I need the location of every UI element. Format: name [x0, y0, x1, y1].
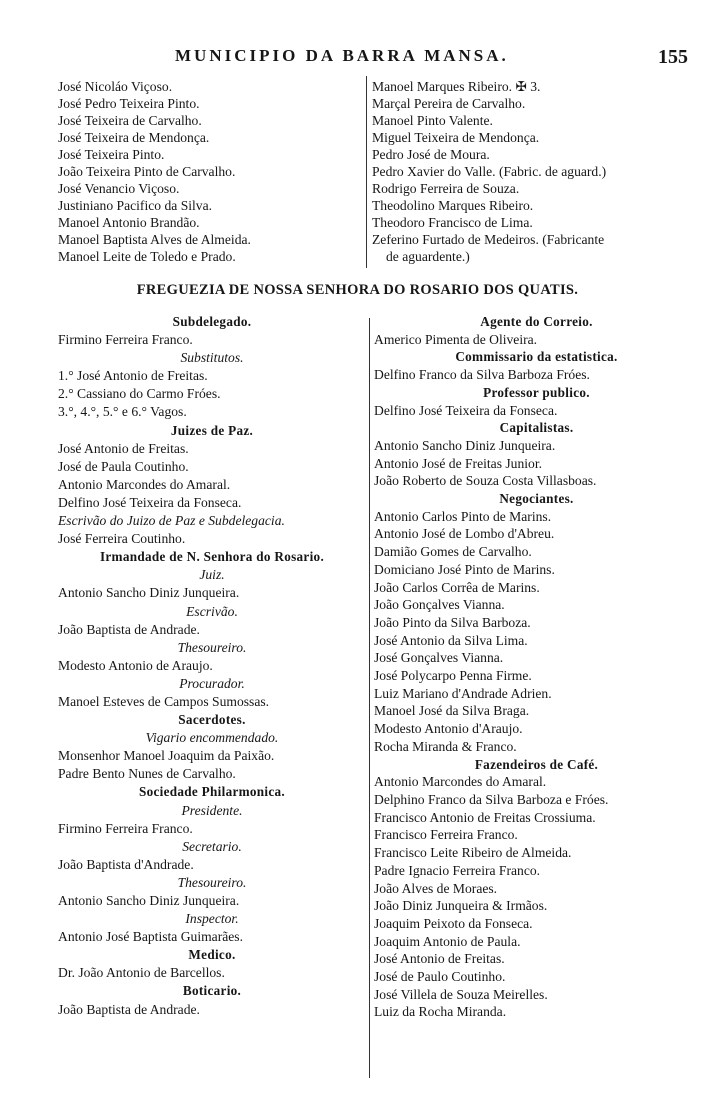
- list-item: Antonio José Baptista Guimarães.: [58, 929, 243, 945]
- list-item: José Villela de Souza Meirelles.: [374, 986, 548, 1002]
- list-item: José Teixeira de Mendonça.: [58, 130, 210, 145]
- section-heading: Negociantes.: [499, 491, 574, 507]
- names-list-left: [58, 78, 358, 265]
- list-item: Theodolino Marques Ribeiro.: [372, 198, 534, 213]
- list-item: Manoel Pinto Valente.: [372, 113, 493, 128]
- list-item: João Carlos Corrêa de Marins.: [374, 579, 540, 595]
- list-item: Manoel Esteves de Campos Sumossas.: [58, 693, 270, 709]
- section-heading: Sociedade Philarmonica.: [138, 784, 286, 800]
- section-heading: Professor publico.: [483, 384, 590, 400]
- list-item: Antonio Marcondes do Amaral.: [58, 476, 231, 492]
- list-item: José Polycarpo Penna Firme.: [374, 668, 532, 684]
- role-heading: Thesoureiro.: [177, 874, 247, 890]
- list-item: José Venancio Viçoso.: [58, 181, 180, 196]
- list-item: Damião Gomes de Carvalho.: [374, 544, 532, 560]
- list-item: José Ferreira Coutinho.: [58, 531, 186, 547]
- section-heading: Agente do Correio.: [480, 314, 593, 329]
- list-item: Rocha Miranda & Franco.: [374, 738, 517, 754]
- list-item: 1.° José Antonio de Freitas.: [58, 368, 208, 384]
- section-heading: Juizes de Paz.: [170, 422, 254, 438]
- list-item: Manoel Baptista Alves de Almeida.: [58, 232, 251, 247]
- list-item: Delfino José Teixeira da Fonseca.: [374, 402, 558, 418]
- role-heading: Procurador.: [179, 675, 245, 691]
- list-item: Rodrigo Ferreira de Souza.: [372, 181, 520, 196]
- list-item: Firmino Ferreira Franco.: [58, 820, 193, 836]
- names-list-right: [372, 78, 692, 265]
- list-item: João Roberto de Souza Costa Villasboas.: [374, 473, 597, 489]
- list-item: José Teixeira Pinto.: [58, 147, 165, 162]
- list-item: Antonio Sancho Diniz Junqueira.: [374, 437, 556, 453]
- list-item: Antonio José de Lombo d'Abreu.: [374, 526, 555, 542]
- list-item: Manoel Antonio Brandão.: [58, 215, 200, 230]
- list-item: Marçal Pereira de Carvalho.: [372, 96, 526, 111]
- list-item: João Pinto da Silva Barboza.: [374, 614, 531, 630]
- section-heading: Sacerdotes.: [178, 712, 246, 728]
- list-item: João Teixeira Pinto de Carvalho.: [58, 164, 236, 179]
- role-heading: Presidente.: [181, 802, 243, 818]
- role-heading: Escrivão.: [186, 603, 238, 619]
- list-item: Firmino Ferreira Franco.: [58, 332, 193, 348]
- column-divider: [366, 76, 367, 268]
- list-item: Francisco Leite Ribeiro de Almeida.: [374, 845, 572, 861]
- list-item: Antonio Marcondes do Amaral.: [374, 774, 547, 790]
- role-heading: Vigario encommendado.: [145, 730, 279, 746]
- section-heading: Capitalistas.: [499, 420, 574, 436]
- list-item: Manoel Leite de Toledo e Prado.: [58, 249, 236, 264]
- list-item: João Baptista d'Andrade.: [58, 856, 194, 872]
- section-heading: Subdelegado.: [172, 314, 252, 329]
- section-heading: Fazendeiros de Café.: [474, 756, 599, 772]
- list-item: José Nicoláo Viçoso.: [58, 79, 173, 94]
- list-item: João Alves de Moraes.: [374, 880, 498, 896]
- section-heading: Commissario da estatistica.: [455, 349, 618, 365]
- list-item: José Antonio de Freitas.: [58, 440, 189, 456]
- list-item: João Baptista de Andrade.: [58, 621, 200, 637]
- list-item: Pedro Xavier do Valle. (Fabric. de aguard.): [372, 164, 607, 179]
- list-item: Luiz Mariano d'Andrade Adrien.: [374, 685, 552, 701]
- role-heading: Escrivão do Juizo de Paz e Subdelegacia.: [58, 513, 285, 529]
- list-item: Joaquim Antonio de Paula.: [374, 933, 521, 949]
- page-title: MUNICIPIO DA BARRA MANSA.: [175, 46, 509, 65]
- list-item: Joaquim Peixoto da Fonseca.: [374, 915, 533, 931]
- section-heading: Irmandade de N. Senhora do Rosario.: [99, 549, 325, 565]
- list-item: José de Paula Coutinho.: [58, 458, 189, 474]
- list-item: Modesto Antonio d'Araujo.: [374, 721, 523, 737]
- list-item: José de Paulo Coutinho.: [374, 969, 506, 985]
- list-item: Justiniano Pacifico da Silva.: [58, 198, 213, 213]
- page-number: 155: [658, 46, 688, 68]
- list-item: Antonio Sancho Diniz Junqueira.: [58, 893, 240, 908]
- role-heading: Inspector.: [185, 911, 239, 927]
- list-item: Pedro José de Moura.: [372, 147, 490, 162]
- list-item: Antonio José de Freitas Junior.: [374, 455, 543, 471]
- role-heading: Thesoureiro.: [177, 639, 247, 655]
- role-heading: Substitutos.: [180, 350, 244, 366]
- list-item: José Pedro Teixeira Pinto.: [58, 96, 200, 111]
- list-item: Theodoro Francisco de Lima.: [372, 215, 533, 230]
- role-heading: Juiz.: [199, 567, 225, 583]
- list-item: Delphino Franco da Silva Barboza e Fróes.: [374, 791, 609, 807]
- freguezia-left-column: [58, 313, 366, 1019]
- list-item: Padre Bento Nunes de Carvalho.: [58, 766, 236, 782]
- list-item: 2.° Cassiano do Carmo Fróes.: [58, 386, 221, 402]
- list-item: Antonio Sancho Diniz Junqueira.: [58, 585, 240, 601]
- list-item: Americo Pimenta de Oliveira.: [374, 331, 538, 347]
- list-item: João Gonçalves Vianna.: [374, 597, 505, 613]
- list-item: José Antonio da Silva Lima.: [374, 632, 528, 648]
- list-item: de aguardente.): [386, 249, 470, 264]
- list-item: João Diniz Junqueira & Irmãos.: [374, 898, 548, 914]
- role-heading: Secretario.: [182, 838, 242, 854]
- list-item: Modesto Antonio de Araujo.: [58, 657, 213, 673]
- list-item: 3.°, 4.°, 5.° e 6.° Vagos.: [58, 404, 187, 420]
- list-item: João Baptista de Andrade.: [58, 1001, 200, 1017]
- list-item: José Antonio de Freitas.: [374, 951, 505, 967]
- list-item: Francisco Ferreira Franco.: [374, 827, 518, 843]
- list-item: Manoel Marques Ribeiro. ✠ 3.: [372, 79, 541, 94]
- page-header: [60, 46, 688, 68]
- list-item: Dr. João Antonio de Barcellos.: [58, 965, 225, 981]
- section-heading: Medico.: [188, 947, 236, 963]
- list-item: Domiciano José Pinto de Marins.: [374, 561, 555, 577]
- list-item: Francisco Antonio de Freitas Crossiuma.: [374, 809, 596, 825]
- section-title: FREGUEZIA DE NOSSA SENHORA DO ROSARIO DOS QUATIS.: [136, 282, 579, 298]
- list-item: José Gonçalves Vianna.: [374, 650, 504, 666]
- freguezia-right-column: [374, 313, 699, 1021]
- list-item: José Teixeira de Carvalho.: [58, 113, 202, 128]
- section-heading: Boticario.: [182, 983, 242, 999]
- list-item: Delfino José Teixeira da Fonseca.: [58, 494, 242, 510]
- list-item: Monsenhor Manoel Joaquim da Paixão.: [58, 748, 275, 764]
- list-item: Delfino Franco da Silva Barboza Fróes.: [374, 367, 590, 383]
- list-item: Miguel Teixeira de Mendonça.: [372, 130, 540, 145]
- list-item: Antonio Carlos Pinto de Marins.: [374, 508, 552, 524]
- list-item: Luiz da Rocha Miranda.: [374, 1004, 507, 1020]
- list-item: Padre Ignacio Ferreira Franco.: [374, 862, 541, 878]
- column-divider: [369, 318, 370, 1078]
- list-item: Zeferino Furtado de Medeiros. (Fabricante: [372, 232, 605, 247]
- list-item: Manoel José da Silva Braga.: [374, 703, 530, 719]
